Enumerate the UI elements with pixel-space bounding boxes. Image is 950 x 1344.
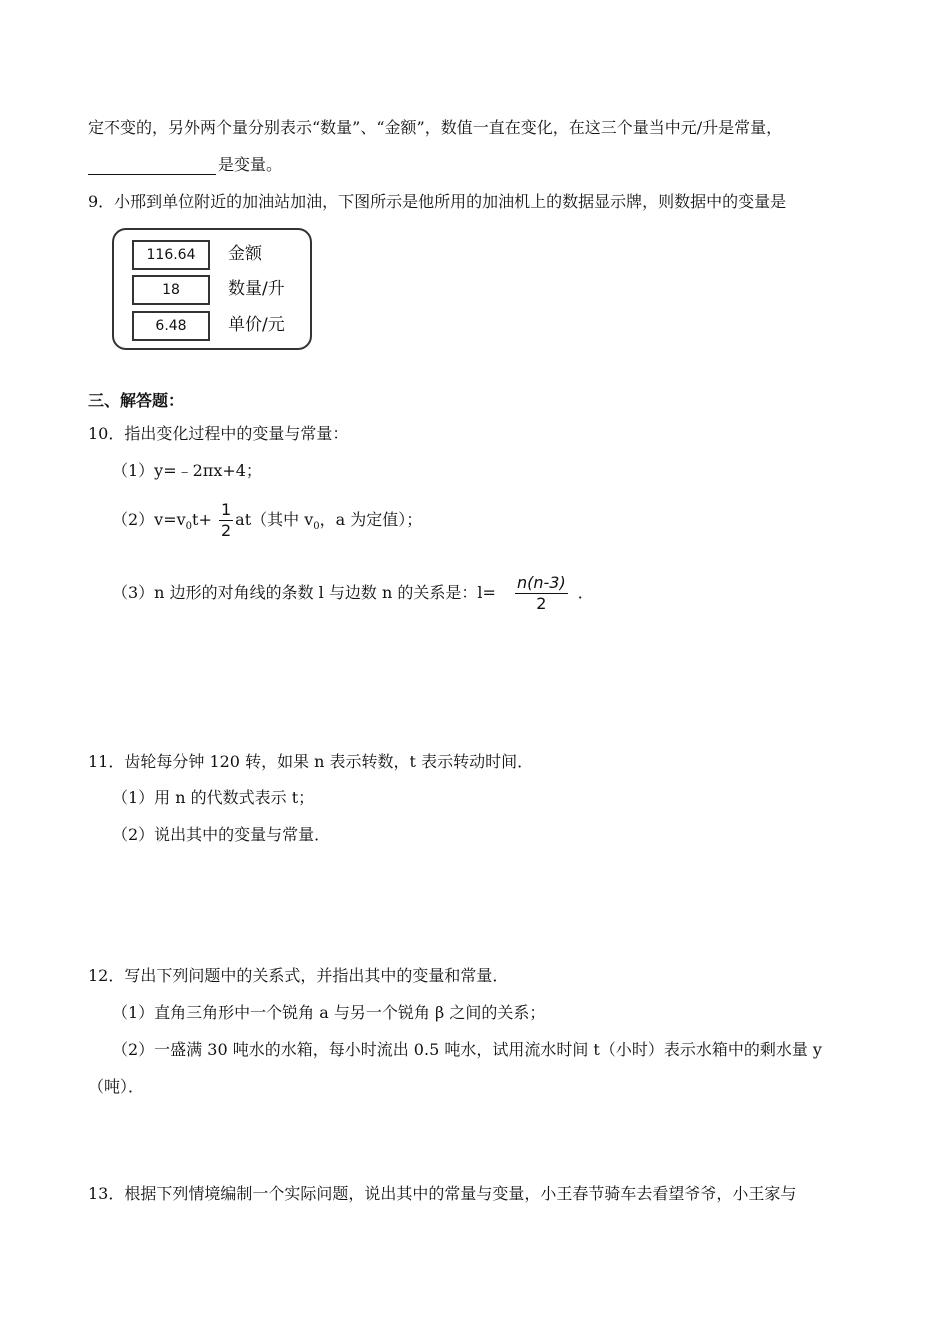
- q12-part1: （1）直角三角形中一个锐角 a 与另一个锐角 β 之间的关系；: [112, 1003, 546, 1022]
- q10-part2-prefix: （2）v=v: [112, 510, 186, 529]
- q10-part2-mid: t+: [192, 510, 212, 529]
- board-value-amount: 116.64: [132, 240, 210, 270]
- q11-stem: 11．齿轮每分钟 120 转，如果 n 表示转数，t 表示转动时间．: [88, 752, 534, 771]
- fraction-numerator: n(n-3): [516, 573, 566, 592]
- q10-part3-prefix: （3）n 边形的对角线的条数 l 与边数 n 的关系是：l=: [112, 583, 496, 602]
- q12-stem: 12．写出下列问题中的关系式，并指出其中的变量和常量．: [88, 966, 509, 985]
- q12-part2-cont: （吨）．: [88, 1077, 145, 1096]
- q10-stem: 10．指出变化过程中的变量与常量：: [88, 424, 349, 443]
- board-label-price: 单价/元: [228, 315, 285, 335]
- q10-part2-suffix-b: ，a 为定值）；: [319, 510, 423, 529]
- q9-text: 9．小邢到单位附近的加油站加油，下图所示是他所用的加油机上的数据显示牌，则数据中的变量是: [88, 192, 787, 211]
- q10-part2-sub0: 0: [185, 521, 193, 533]
- q10-part2: [112, 496, 422, 551]
- fraction-diagonals: [515, 573, 568, 614]
- q10-part2-sub1: 0: [313, 521, 320, 533]
- board-row-quantity: [132, 275, 307, 303]
- fuel-display-board: [112, 228, 312, 350]
- q11-part2: （2）说出其中的变量与常量．: [112, 825, 331, 844]
- board-value-price: 6.48: [132, 311, 210, 341]
- q12-part2: （2）一盛满 30 吨水的水箱，每小时流出 0.5 吨水，试用流水时间 t（小时）表示水箱中的剩水量 y: [112, 1040, 822, 1059]
- fraction-denominator: 2: [220, 521, 232, 540]
- q8-line2-suffix: 是变量。: [218, 155, 283, 174]
- q8-line1: 定不变的，另外两个量分别表示“数量”、“金额”，数值一直在变化，在这三个量当中元/升是常量，: [88, 118, 783, 137]
- q11-part1: （1）用 n 的代数式表示 t；: [112, 788, 315, 807]
- board-label-amount: 金额: [228, 244, 262, 264]
- fraction-denominator: 2: [536, 594, 547, 613]
- q10-part3: [112, 569, 594, 617]
- fraction-numerator: 1: [220, 500, 232, 519]
- q8-line2: [88, 155, 282, 175]
- board-row-price: [132, 311, 307, 339]
- board-row-amount: [132, 240, 307, 268]
- section-title: 三、解答题：: [88, 391, 185, 410]
- board-value-quantity: 18: [132, 275, 210, 305]
- q13-stem: 13．根据下列情境编制一个实际问题，说出其中的常量与变量，小王春节骑车去看望爷爷，小王家与: [88, 1184, 797, 1203]
- fraction-one-half: [219, 500, 233, 541]
- answer-blank: [88, 158, 216, 175]
- board-label-quantity: 数量/升: [228, 279, 285, 299]
- q10-part1: （1）y=﹣2πx+4；: [112, 461, 262, 480]
- q10-part3-suffix: ．: [577, 583, 594, 602]
- q10-part2-suffix-a: at（其中 v: [235, 510, 314, 529]
